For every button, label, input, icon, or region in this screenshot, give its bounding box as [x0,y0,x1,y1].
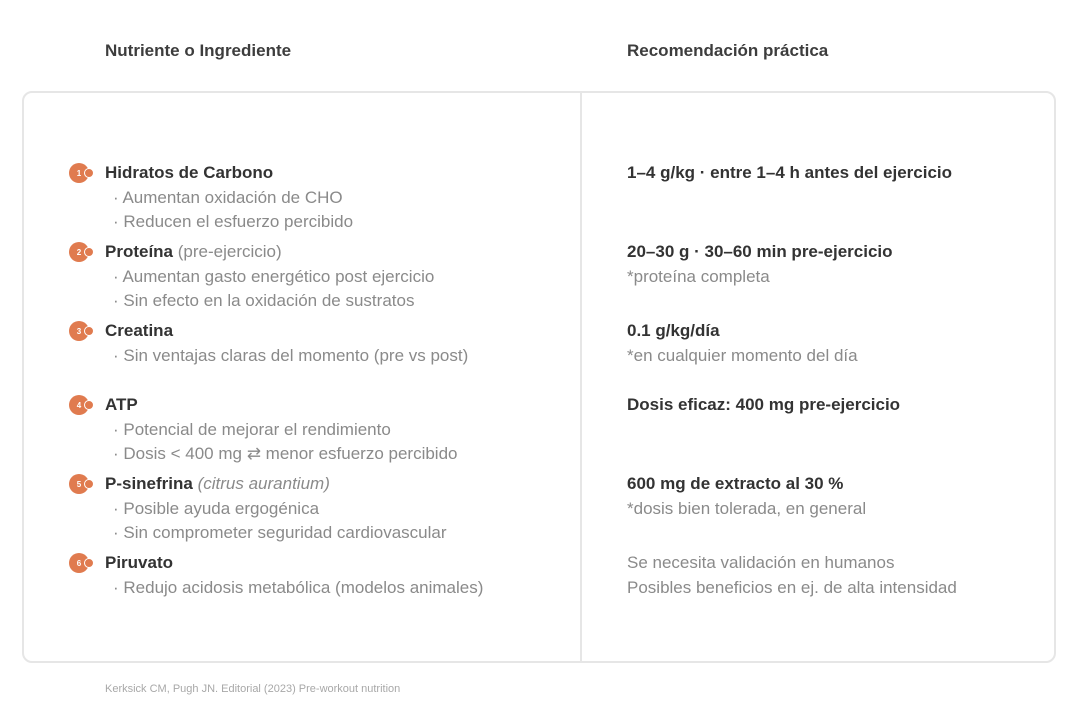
badge-number: 5 [69,474,89,494]
number-badge-icon [69,321,95,341]
recommendation-cell [627,319,1047,368]
number-badge-icon [69,395,95,415]
nutrient-name: Creatina [105,321,174,340]
column-divider [580,93,582,663]
nutrient-bullet: · Sin comprometer seguridad cardiovascular [113,523,447,542]
nutrient-bullet: · Dosis < 400 mg ⇄ menor esfuerzo percibido [113,444,458,463]
badge-number: 4 [69,395,89,415]
nutrient-cell [105,393,565,467]
nutrient-cell [105,240,565,314]
recommendation-note: *dosis bien tolerada, en general [627,498,867,518]
nutrient-bullet: · Posible ayuda ergogénica [113,498,320,518]
nutrient-cell [105,551,565,600]
nutrient-bullet: · Redujo acidosis metabólica (modelos animales) [113,577,484,597]
recommendation-cell [627,393,1047,418]
nutrient-name: Piruvato [105,553,174,572]
number-badge-icon [69,553,95,573]
nutrient-qualifier: (pre-ejercicio) [177,242,282,261]
number-badge-icon [69,163,95,183]
nutrient-name: ATP [105,395,138,414]
nutrient-bullet: · Aumentan oxidación de CHO [113,187,343,207]
nutrient-cell [105,319,565,368]
nutrient-cell [105,161,565,235]
nutrient-bullet: · Sin efecto en la oxidación de sustratos [113,291,415,310]
citation-footer: Kerksick CM, Pugh JN. Editorial (2023) Pre-workout nutrition [105,683,401,695]
recommendation-main: 20–30 g · 30–60 min pre-ejercicio [627,242,893,261]
nutrient-name: P-sinefrina [105,474,193,493]
number-badge-icon [69,242,95,262]
nutrient-name: Hidratos de Carbono [105,163,274,182]
nutrient-bullet: · Potencial de mejorar el rendimiento [113,419,391,439]
recommendation-main: Dosis eficaz: 400 mg pre-ejercicio [627,395,901,414]
recommendation-main: 1–4 g/kg · entre 1–4 h antes del ejercicio [627,163,953,182]
nutrient-bullet: · Sin ventajas claras del momento (pre vs post) [113,345,469,365]
column-header-recommendation: Recomendación práctica [627,41,829,60]
recommendation-cell [627,161,1047,186]
nutrient-qualifier: (citrus aurantium) [197,474,330,493]
recommendation-cell [627,551,1047,600]
number-badge-icon [69,474,95,494]
column-header-nutrient: Nutriente o Ingrediente [105,41,292,60]
badge-number: 6 [69,553,89,573]
recommendation-cell [627,240,1047,289]
nutrient-bullet: · Reducen el esfuerzo percibido [113,212,354,231]
nutrient-cell [105,472,565,546]
nutrient-bullet: · Aumentan gasto energético post ejercicio [113,266,435,286]
recommendation-main: 600 mg de extracto al 30 % [627,474,844,493]
recommendation-line: Posibles beneficios en ej. de alta intensidad [627,577,957,597]
recommendation-cell [627,472,1047,521]
badge-number: 3 [69,321,89,341]
recommendation-main: 0.1 g/kg/día [627,321,720,340]
recommendation-note: *proteína completa [627,266,770,286]
recommendation-note: *en cualquier momento del día [627,345,858,365]
badge-number: 1 [69,163,89,183]
badge-number: 2 [69,242,89,262]
nutrient-name: Proteína [105,242,174,261]
recommendation-line: Se necesita validación en humanos [627,553,895,572]
